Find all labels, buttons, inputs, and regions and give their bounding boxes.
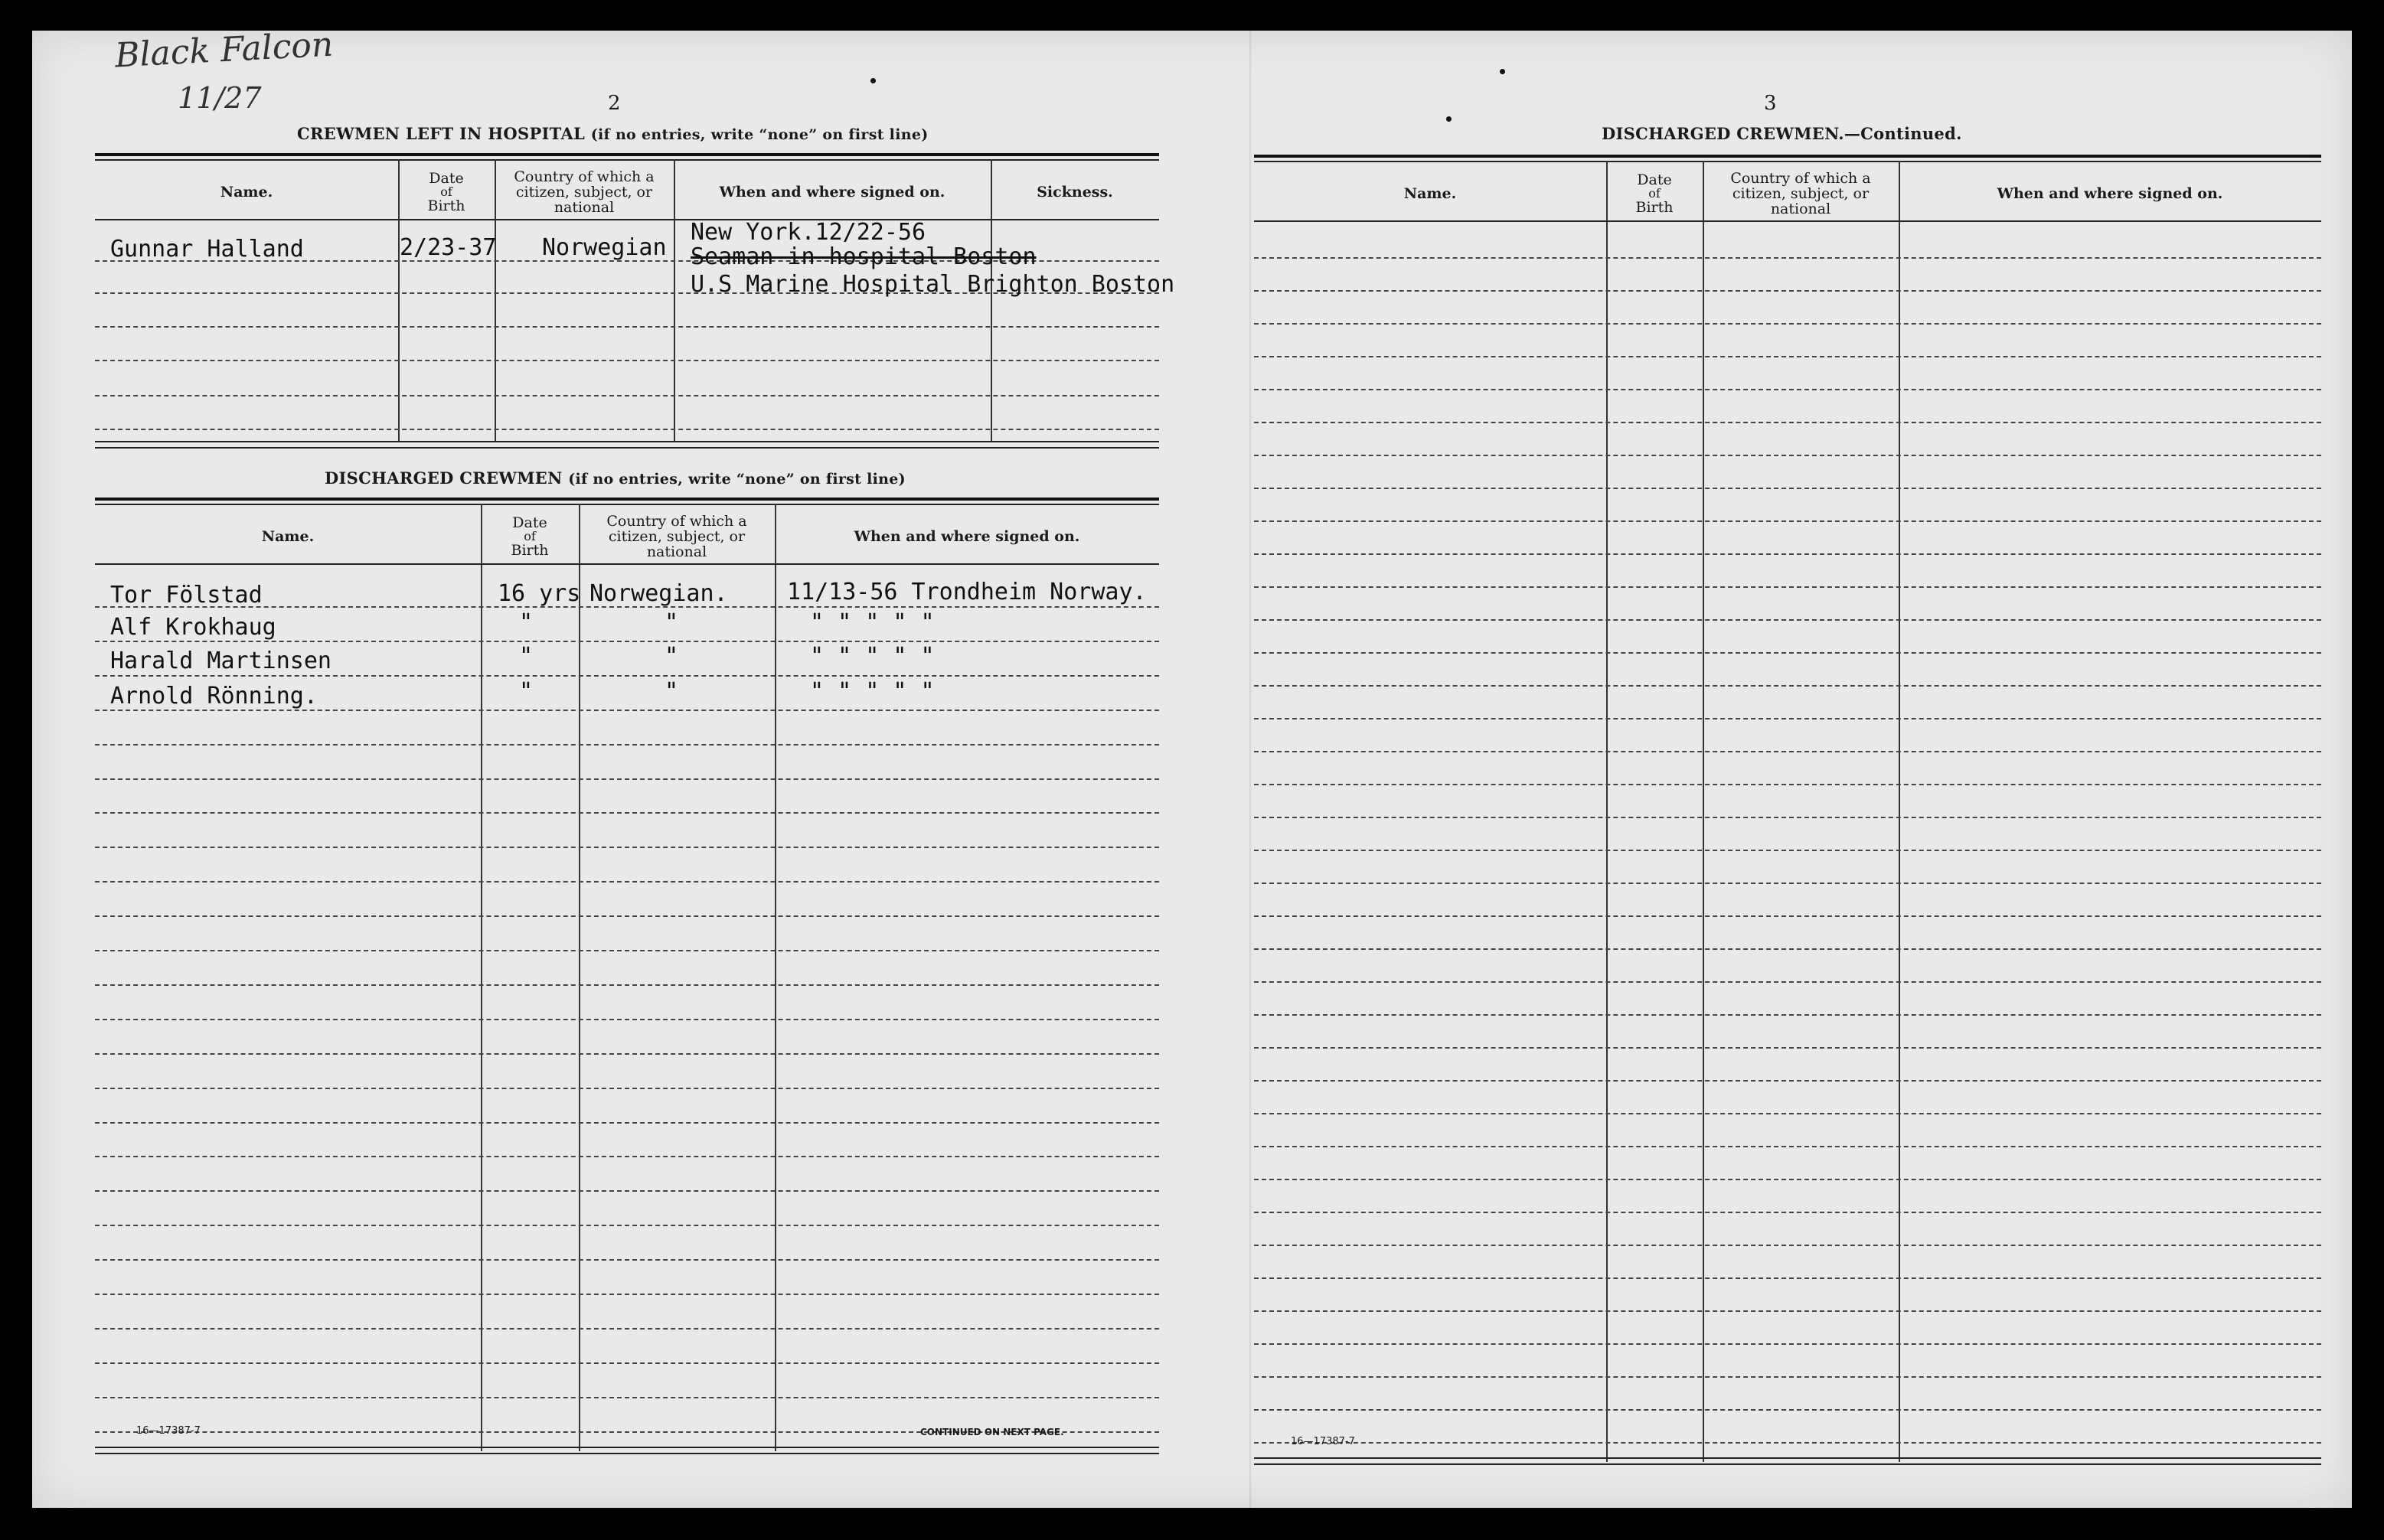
column-header-signed: When and where signed on. — [719, 184, 945, 201]
dotted-line — [1254, 1146, 2321, 1147]
dotted-line — [95, 744, 1159, 746]
discharged-row-2-dob: " — [519, 609, 534, 636]
dotted-line — [1254, 1113, 2321, 1114]
dotted-line — [1254, 751, 2321, 752]
rule — [95, 447, 1159, 449]
dotted-line — [1254, 586, 2321, 588]
dotted-line — [1254, 356, 2321, 357]
dotted-line — [1254, 323, 2321, 325]
dotted-line — [95, 881, 1159, 883]
column-header-dob: Date of Birth — [511, 514, 549, 559]
discharged-row-4-name: Arnold Rönning. — [110, 683, 318, 710]
dotted-line — [1254, 1409, 2321, 1411]
manifest-sheet — [32, 24, 2352, 1508]
dotted-line — [95, 641, 1159, 642]
dotted-line — [1254, 948, 2321, 950]
hospital-entry-name: Gunnar Halland — [110, 236, 304, 263]
column-divider — [674, 159, 675, 442]
hospital-entry-dob: 2/23-37 — [400, 234, 497, 261]
hospital-entry-signed-1: New York.12/22-56 — [691, 219, 926, 246]
dotted-line — [1254, 1310, 2321, 1312]
discharged-row-1-signed: 11/13-56 Trondheim Norway. — [787, 579, 1147, 605]
discharged-section-title — [325, 468, 906, 488]
dotted-line — [1254, 1212, 2321, 1213]
dotted-line — [1254, 553, 2321, 555]
column-header-signed: When and where signed on. — [1997, 185, 2223, 202]
form-code: 16—17387-7 — [136, 1425, 201, 1437]
handwritten-vessel-name: Black Falcon — [113, 24, 335, 76]
hospital-entry-signed-3: U.S Marine Hospital Brighton Boston — [691, 271, 1175, 298]
column-header-country: Country of which a citizen, subject, or national — [1730, 170, 1871, 217]
dotted-line — [1254, 981, 2321, 983]
speck — [870, 78, 876, 83]
column-header-signed: When and where signed on. — [854, 528, 1080, 545]
dotted-line — [95, 1122, 1159, 1124]
column-header-country: Country of which a citizen, subject, or national — [606, 513, 747, 560]
page-number: 3 — [1764, 92, 1777, 115]
discharged-instruction: (if no entries, write “none” on first line) — [568, 471, 906, 488]
hospital-title: CREWMEN LEFT IN HOSPITAL — [297, 124, 586, 143]
speck — [1446, 116, 1452, 122]
dotted-line — [1254, 883, 2321, 884]
dotted-line — [1254, 1442, 2321, 1444]
column-divider — [775, 504, 776, 1451]
dotted-line — [1254, 1277, 2321, 1279]
dotted-line — [1254, 1245, 2321, 1246]
column-header-name: Name. — [261, 528, 315, 545]
discharged-title: DISCHARGED CREWMEN — [325, 468, 563, 488]
dotted-line — [1254, 455, 2321, 456]
dotted-line — [95, 675, 1159, 677]
rule — [95, 441, 1159, 442]
dotted-line — [95, 1088, 1159, 1089]
dotted-line — [1254, 850, 2321, 851]
discharged-row-1-country: Norwegian. — [589, 580, 728, 607]
dotted-line — [1254, 1179, 2321, 1180]
column-header-country: Country of which a citizen, subject, or national — [514, 168, 655, 216]
discharged-row-3-signed: " " " " " — [810, 643, 935, 670]
dotted-line — [95, 847, 1159, 848]
dotted-line — [1254, 257, 2321, 259]
hospital-section-title — [297, 124, 929, 143]
rule — [95, 504, 1159, 505]
rule — [95, 498, 1159, 501]
dotted-line — [1254, 817, 2321, 818]
column-divider — [991, 159, 992, 442]
rule — [1254, 155, 2321, 158]
dotted-line — [95, 778, 1159, 780]
dotted-line — [95, 1156, 1159, 1157]
rule — [1254, 1457, 2321, 1459]
rule — [95, 563, 1159, 565]
dotted-line — [1254, 422, 2321, 423]
dotted-line — [1254, 1047, 2321, 1049]
dotted-line — [95, 1259, 1159, 1261]
dotted-line — [95, 326, 1159, 328]
dotted-line — [1254, 1343, 2321, 1345]
discharged-row-4-country: " — [665, 678, 679, 705]
dotted-line — [95, 1362, 1159, 1364]
dotted-line — [1254, 718, 2321, 719]
dotted-line — [1254, 685, 2321, 687]
dotted-line — [1254, 520, 2321, 522]
rule — [95, 159, 1159, 161]
discharged-row-4-dob: " — [519, 678, 534, 705]
dotted-line — [1254, 1376, 2321, 1378]
discharged-row-4-signed: " " " " " — [810, 678, 935, 705]
dotted-line — [95, 1397, 1159, 1398]
discharged-row-3-name: Harald Martinsen — [110, 648, 331, 674]
discharged-row-2-signed: " " " " " — [810, 609, 935, 636]
column-divider — [579, 504, 580, 1451]
rule — [95, 1453, 1159, 1454]
dotted-line — [95, 1190, 1159, 1192]
column-header-sickness: Sickness. — [1037, 184, 1113, 201]
dotted-line — [95, 950, 1159, 951]
discharged-row-1-name: Tor Fölstad — [110, 582, 263, 608]
discharged-row-2-country: " — [665, 609, 679, 636]
continued-note: CONTINUED ON NEXT PAGE. — [920, 1427, 1064, 1437]
dotted-line — [95, 812, 1159, 814]
form-code: 16—17387-7 — [1291, 1436, 1355, 1447]
rule — [1254, 161, 2321, 162]
hospital-instruction: (if no entries, write “none” on first line) — [590, 126, 929, 143]
dotted-line — [95, 360, 1159, 361]
discharged-row-2-name: Alf Krokhaug — [110, 614, 276, 641]
dotted-line — [1254, 290, 2321, 292]
dotted-line — [95, 1019, 1159, 1020]
rule — [1254, 1463, 2321, 1465]
right-section-title: DISCHARGED CREWMEN.—Continued. — [1602, 124, 1962, 143]
handwritten-date: 11/27 — [178, 81, 262, 115]
dotted-line — [1254, 389, 2321, 390]
column-header-name: Name. — [1403, 185, 1457, 202]
column-header-dob: Date of Birth — [1635, 171, 1674, 216]
column-divider — [398, 159, 400, 442]
hospital-entry-signed-2: Seaman in hospital Boston — [691, 243, 1037, 270]
column-divider — [495, 159, 496, 442]
dotted-line — [1254, 488, 2321, 489]
dotted-line — [1254, 1014, 2321, 1016]
dotted-line — [95, 1328, 1159, 1330]
dotted-line — [95, 1294, 1159, 1295]
column-header-dob: Date of Birth — [427, 170, 465, 214]
dotted-line — [1254, 619, 2321, 621]
dotted-line — [95, 429, 1159, 430]
discharged-row-3-country: " — [665, 643, 679, 670]
dotted-line — [95, 984, 1159, 986]
speck — [1500, 69, 1505, 74]
hospital-entry-country: Norwegian — [542, 234, 667, 261]
column-divider — [481, 504, 482, 1451]
dotted-line — [1254, 784, 2321, 785]
page-number: 2 — [608, 92, 621, 115]
discharged-row-1-dob: 16 yrs — [498, 580, 581, 607]
rule — [95, 219, 1159, 220]
dotted-line — [95, 395, 1159, 396]
column-header-name: Name. — [220, 184, 273, 201]
dotted-line — [95, 1053, 1159, 1055]
dotted-line — [1254, 915, 2321, 917]
rule — [95, 153, 1159, 156]
dotted-line — [95, 1225, 1159, 1226]
rule — [1254, 220, 2321, 222]
dotted-line — [1254, 1080, 2321, 1082]
rule — [95, 1447, 1159, 1448]
discharged-row-3-dob: " — [519, 643, 534, 670]
dotted-line — [1254, 652, 2321, 654]
dotted-line — [95, 915, 1159, 917]
